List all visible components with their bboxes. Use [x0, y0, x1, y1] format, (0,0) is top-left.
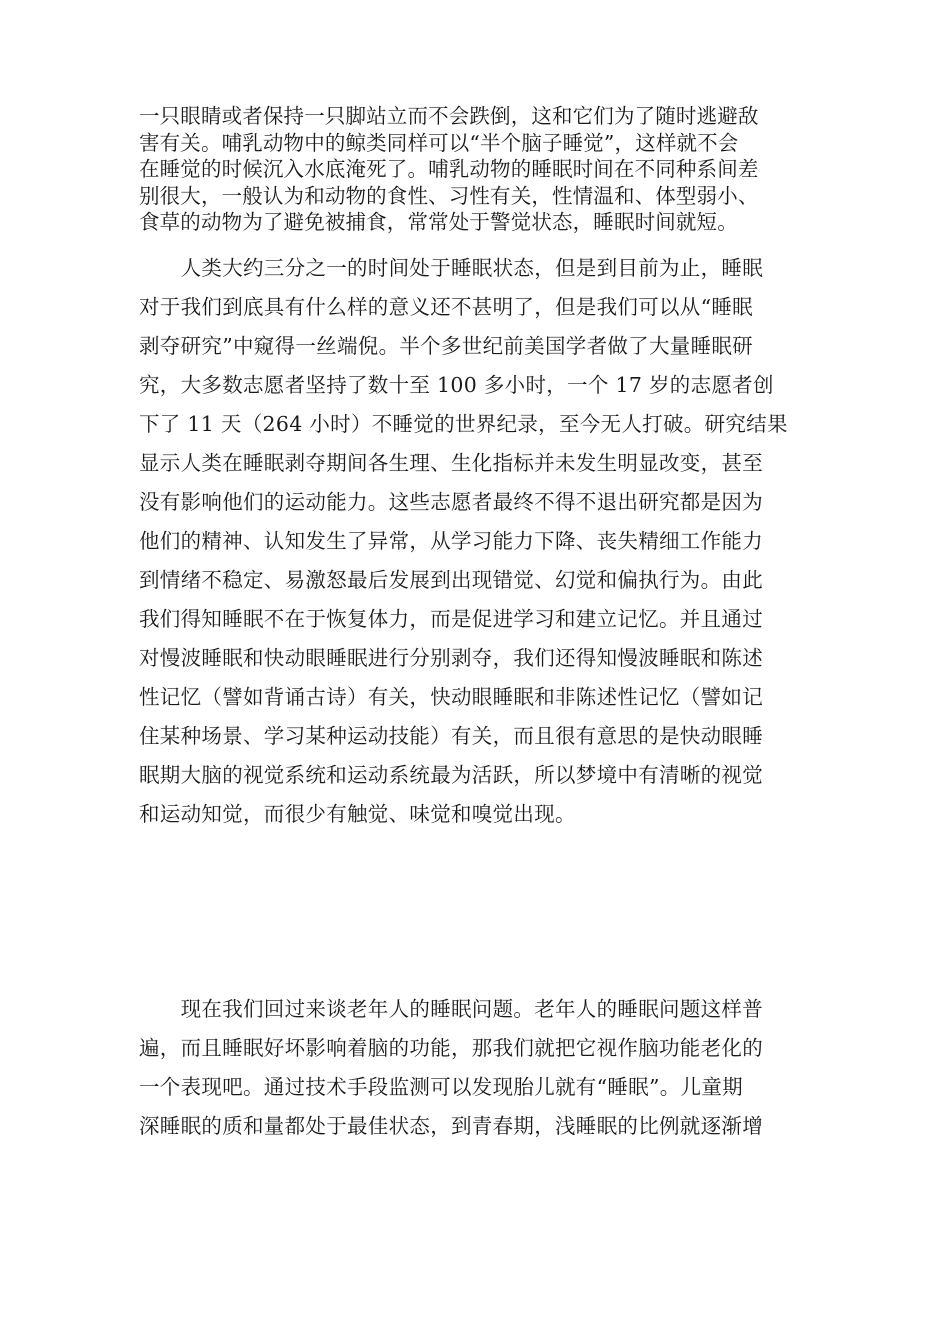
paragraph-2	[139, 249, 814, 834]
paragraph-line: 究，大多数志愿者坚持了数十至 100 多小时，一个 17 岁的志愿者创	[139, 373, 774, 397]
paragraph-line: 住某种场景、学习某种运动技能）有关，而且很有意思的是快动眼睡	[139, 724, 763, 748]
paragraph-1	[139, 103, 814, 236]
paragraph-line: 眠期大脑的视觉系统和运动系统最为活跃，所以梦境中有清晰的视觉	[139, 763, 763, 787]
paragraph-line: 我们得知睡眠不在于恢复体力，而是促进学习和建立记忆。并且通过	[139, 607, 763, 631]
paragraph-line: 下了 11 天（264 小时）不睡觉的世界纪录，至今无人打破。研究结果	[139, 412, 788, 436]
paragraph-line: 人类大约三分之一的时间处于睡眠状态，但是到目前为止，睡眠	[139, 256, 763, 280]
paragraph-line: 食草的动物为了避免被捕食，常常处于警觉状态，睡眠时间就短。	[139, 210, 738, 234]
paragraph-line: 深睡眠的质和量都处于最佳状态，到青春期，浅睡眠的比例就逐渐增	[139, 1114, 763, 1138]
paragraph-line: 别很大，一般认为和动物的食性、习性有关，性情温和、体型弱小、	[139, 183, 759, 208]
paragraph-line: 一个表现吧。通过技术手段监测可以发现胎儿就有“睡眠”。儿童期	[139, 1075, 743, 1099]
paragraph-line: 剥夺研究”中窥得一丝端倪。半个多世纪前美国学者做了大量睡眠研	[139, 334, 753, 358]
paragraph-line: 和运动知觉，而很少有触觉、味觉和嗅觉出现。	[139, 802, 576, 826]
paragraph-3	[139, 990, 814, 1146]
paragraph-line: 到情绪不稳定、易激怒最后发展到出现错觉、幻觉和偏执行为。由此	[139, 568, 763, 592]
paragraph-line: 没有影响他们的运动能力。这些志愿者最终不得不退出研究都是因为	[139, 490, 763, 514]
paragraph-line: 害有关。哺乳动物中的鲸类同样可以“半个脑子睡觉”，这样就不会	[139, 130, 739, 155]
paragraph-line: 他们的精神、认知发生了异常，从学习能力下降、丧失精细工作能力	[139, 529, 763, 553]
paragraph-line: 性记忆（譬如背诵古诗）有关，快动眼睡眠和非陈述性记忆（譬如记	[139, 685, 763, 709]
paragraph-line: 在睡觉的时候沉入水底淹死了。哺乳动物的睡眠时间在不同种系间差	[139, 157, 759, 181]
paragraph-line: 对慢波睡眠和快动眼睡眠进行分别剥夺，我们还得知慢波睡眠和陈述	[139, 646, 763, 670]
paragraph-line: 对于我们到底具有什么样的意义还不甚明了，但是我们可以从“睡眠	[139, 295, 753, 319]
paragraph-line: 遍，而且睡眠好坏影响着脑的功能，那我们就把它视作脑功能老化的	[139, 1036, 763, 1060]
paragraph-line: 一只眼睛或者保持一只脚站立而不会跌倒，这和它们为了随时逃避敌	[139, 104, 759, 128]
paragraph-line: 现在我们回过来谈老年人的睡眠问题。老年人的睡眠问题这样普	[139, 997, 763, 1021]
paragraph-line: 显示人类在睡眠剥夺期间各生理、生化指标并未发生明显改变，甚至	[139, 451, 763, 475]
